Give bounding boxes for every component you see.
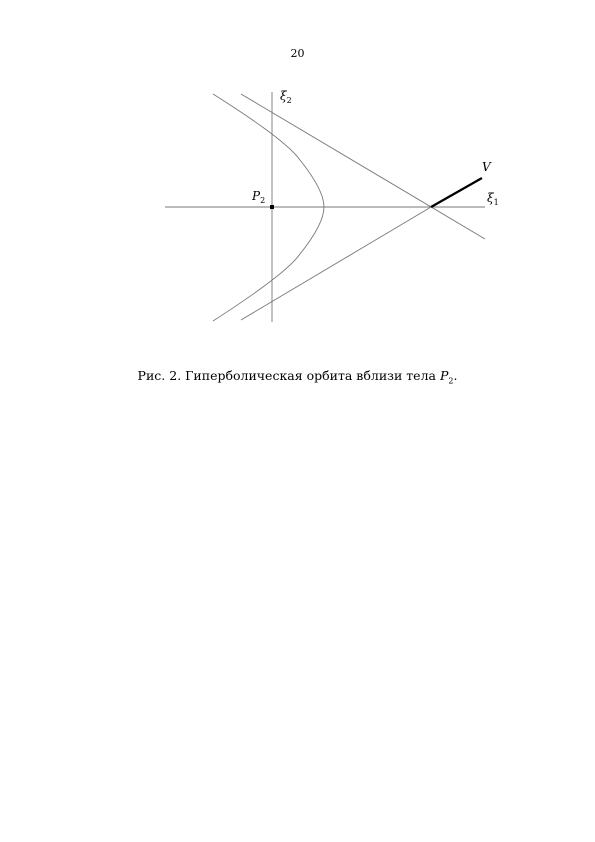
caption-end: . [453, 368, 458, 383]
upper-asymptote [241, 94, 485, 239]
p2-body-marker [270, 205, 274, 209]
velocity-vector [431, 178, 482, 207]
lower-asymptote [241, 207, 431, 320]
xi1-label: $\xi_1$ [487, 191, 499, 207]
xi2-label: $\xi_2$ [280, 89, 292, 105]
caption-symbol-sub: 2 [448, 376, 454, 386]
p2-label: $P_2$ [252, 189, 266, 205]
caption-text: Рис. 2. Гиперболическая орбита вблизи тела [137, 368, 440, 383]
figure-caption [0, 368, 595, 386]
page-number: 20 [290, 47, 305, 60]
v-label: V [482, 160, 491, 174]
caption-symbol: P [439, 368, 449, 383]
hyperbola-curve [213, 94, 324, 321]
